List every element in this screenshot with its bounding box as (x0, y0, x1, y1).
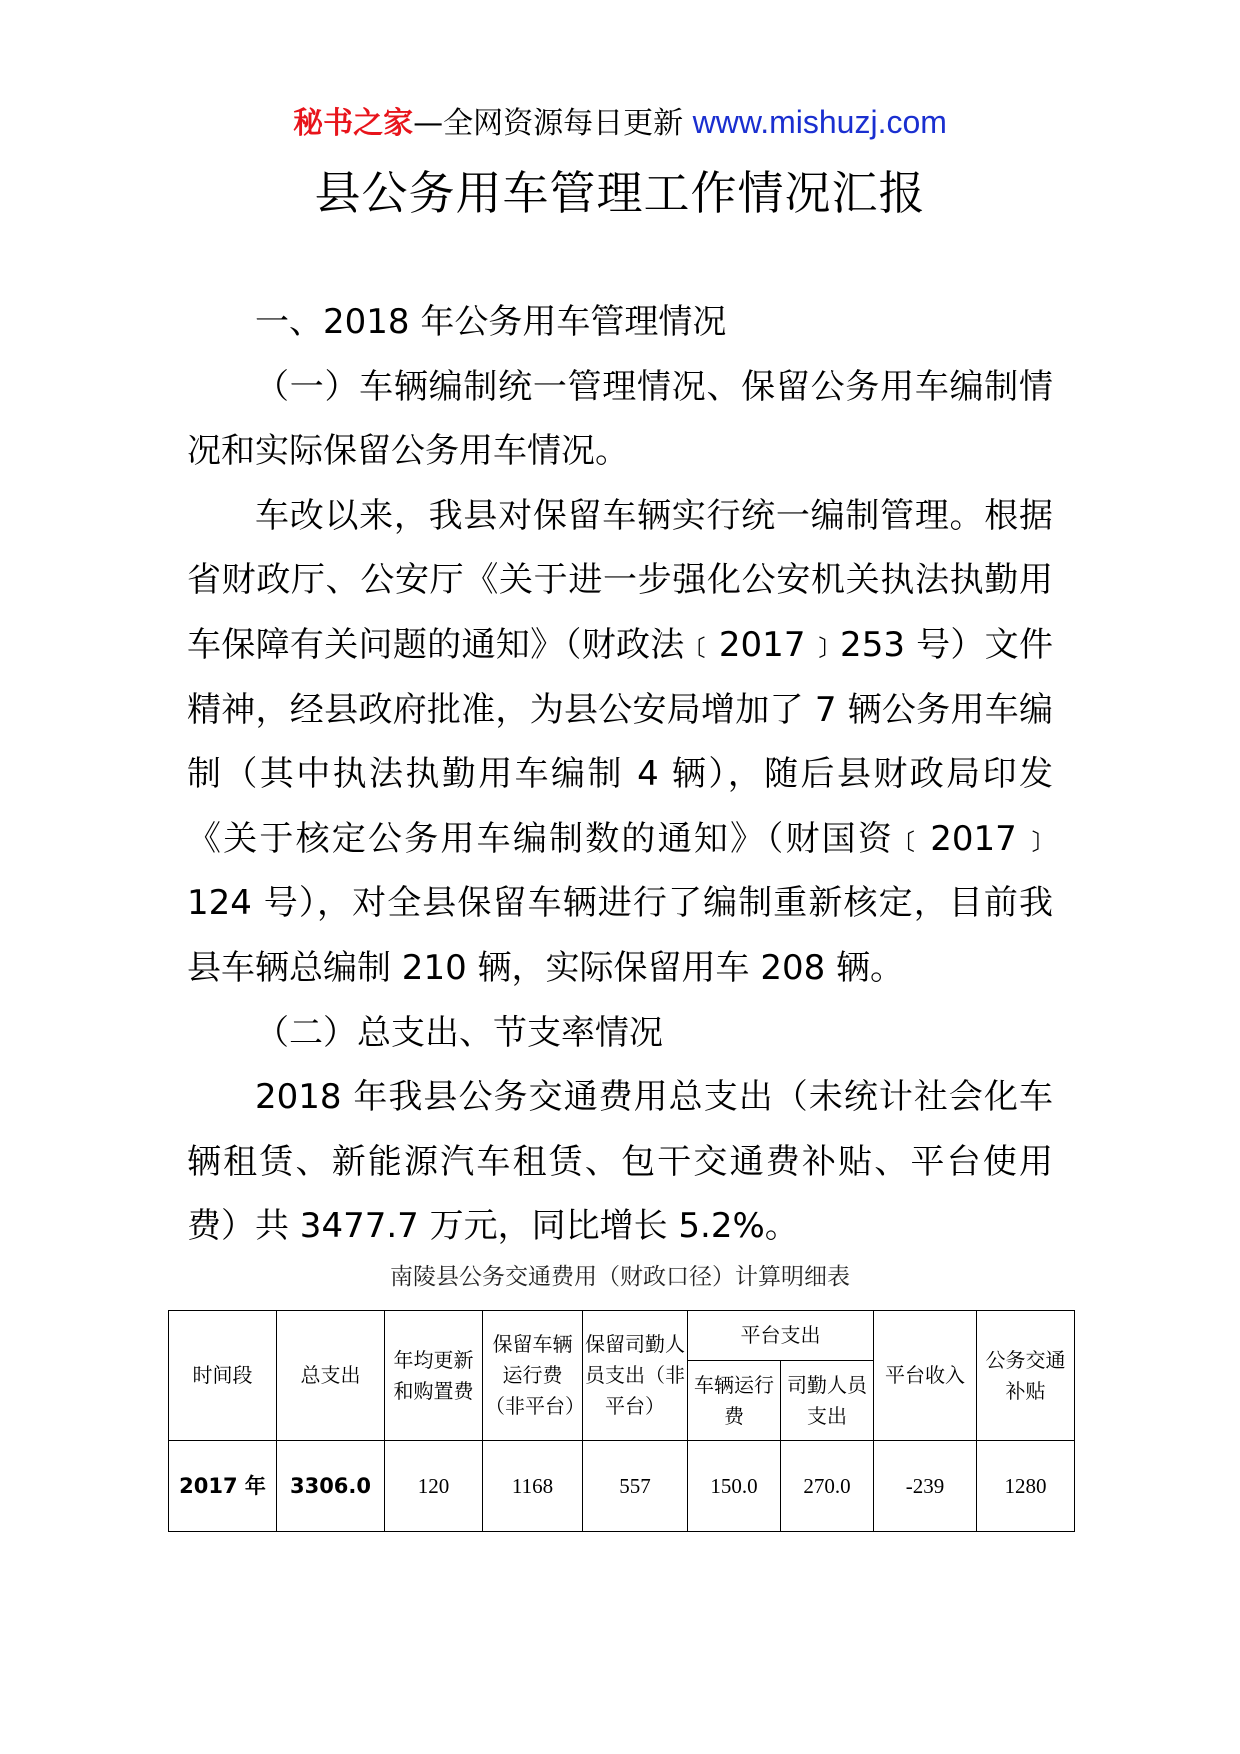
header-renewal: 年均更新和购置费 (385, 1311, 483, 1441)
cell-platform-income: -239 (874, 1441, 977, 1532)
cell-subsidy: 1280 (977, 1441, 1075, 1532)
header-subsidy: 公务交通补贴 (977, 1311, 1075, 1441)
subsection-heading-1: （一）车辆编制统一管理情况、保留公务用车编制情况和实际保留公务用车情况。 (187, 366, 1053, 472)
cell-renewal: 120 (385, 1441, 483, 1532)
document-title: 县公务用车管理工作情况汇报 (314, 166, 926, 220)
cell-period: 2017 年 (169, 1441, 277, 1532)
header-retained-vehicle: 保留车辆运行费（非平台） (483, 1311, 583, 1441)
paragraph-vehicle-quota: 车改以来，我县对保留车辆实行统一编制管理。根据省财政厅、公安厅《关于进一步强化公安机关执法执勤用车保障有关问题的通知》（财政法﹝2017﹞253 号）文件精神，经县政府批准，为县公安局增加了 7 辆公务用车编制（其中执法执勤用车编制 4 辆），随后县财政局印发《关于核定公务用车编制数的通知》（财国资﹝2017﹞124 号），对全县保留车辆进行了编制重新核定，目前我县车辆总编制 210 辆，实际保留用车 208 辆。 (187, 495, 1053, 988)
header-platform-vehicle: 车辆运行费 (688, 1361, 781, 1441)
banner-slogan: —全网资源每日更新 (413, 106, 693, 141)
paragraph-expenditure: 2018 年我县公务交通费用总支出（未统计社会化车辆租赁、新能源汽车租赁、包干交通费补贴、平台使用费）共 3477.7 万元，同比增长 5.2%。 (187, 1077, 1053, 1247)
site-banner (0, 100, 1240, 146)
cell-retained-driver: 557 (583, 1441, 688, 1532)
header-platform: 平台支出 (688, 1311, 874, 1361)
cell-retained-vehicle: 1168 (483, 1441, 583, 1532)
section-heading-1: 一、2018 年公务用车管理情况 (255, 302, 727, 342)
expense-detail-table (168, 1310, 1075, 1532)
subsection-heading-2: （二）总支出、节支率情况 (255, 1012, 663, 1053)
header-platform-driver: 司勤人员支出 (781, 1361, 874, 1441)
banner-brand: 秘书之家 (293, 106, 414, 141)
cell-platform-vehicle: 150.0 (688, 1441, 781, 1532)
header-period: 时间段 (169, 1311, 277, 1441)
header-retained-driver: 保留司勤人员支出（非平台） (583, 1311, 688, 1441)
header-platform-income: 平台收入 (874, 1311, 977, 1441)
document-body (187, 290, 1053, 1259)
banner-url-link[interactable]: www.mishuzj.com (692, 104, 947, 140)
table-caption: 南陵县公务交通费用（财政口径）计算明细表 (390, 1264, 850, 1290)
cell-total: 3306.0 (277, 1441, 385, 1532)
table-row (169, 1441, 1075, 1532)
cell-platform-driver: 270.0 (781, 1441, 874, 1532)
header-total: 总支出 (277, 1311, 385, 1441)
